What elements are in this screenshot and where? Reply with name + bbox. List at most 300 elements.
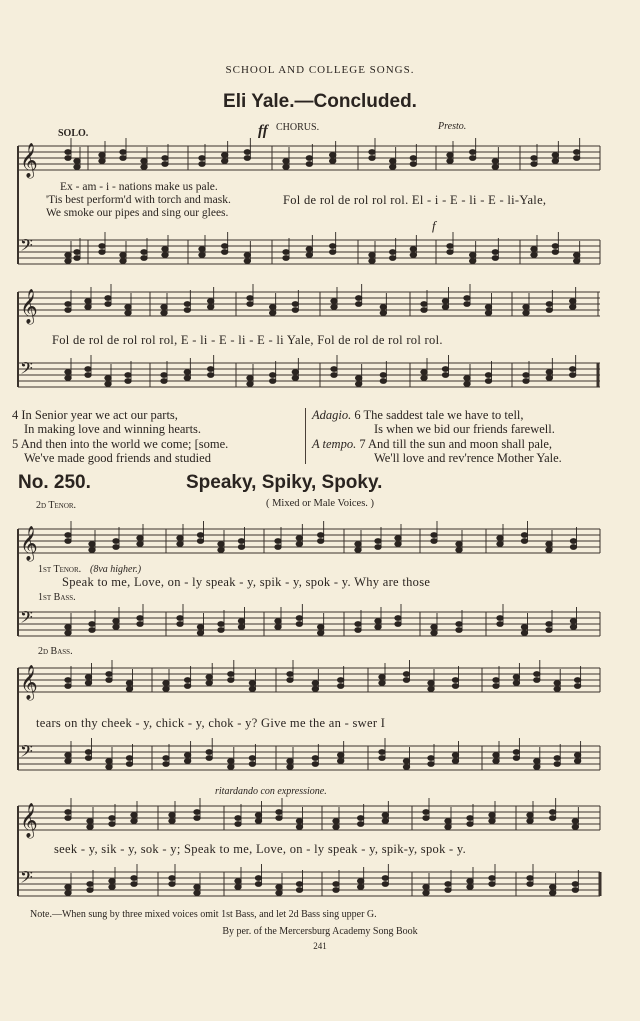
note-head <box>207 299 213 304</box>
note-head <box>464 296 470 301</box>
note-head <box>65 253 71 258</box>
note-head <box>106 672 112 677</box>
lyric-speaky-2: tears on thy cheek - y, chick - y, chok - y? Give me the an - swer I <box>36 716 386 730</box>
note-head <box>410 156 416 161</box>
note-head <box>569 299 575 304</box>
note-head <box>452 684 458 689</box>
note-head <box>469 253 475 258</box>
note-head <box>218 628 224 633</box>
note-head <box>521 631 527 636</box>
note-head <box>574 684 580 689</box>
ritardando-mark: ritardando con expressione. <box>215 786 327 797</box>
bass-clef-icon: 𝄢 <box>20 867 33 891</box>
note-head <box>131 813 137 818</box>
note-head <box>389 159 395 164</box>
note-head <box>331 299 337 304</box>
note-head <box>296 536 302 541</box>
song-subtitle: ( Mixed or Male Voices. ) <box>265 498 375 509</box>
note-head <box>137 622 143 627</box>
note-head <box>206 750 212 755</box>
note-head <box>169 819 175 824</box>
note-head <box>389 256 395 261</box>
note-head <box>421 302 427 307</box>
octave-note: (8va higher.) <box>90 564 142 575</box>
note-head <box>221 159 227 164</box>
note-head <box>382 819 388 824</box>
note-head <box>464 376 470 381</box>
verse-line: We'll love and rev'rence Mother Yale. <box>374 451 562 465</box>
note-head <box>442 299 448 304</box>
note-head <box>85 305 91 310</box>
note-head <box>573 253 579 258</box>
note-head <box>552 244 558 249</box>
note-head <box>105 302 111 307</box>
note-head <box>469 259 475 264</box>
note-head <box>292 376 298 381</box>
note-head <box>85 750 91 755</box>
bass-clef-icon: 𝄢 <box>20 358 33 382</box>
note-head <box>238 619 244 624</box>
note-head <box>467 822 473 827</box>
note-head <box>554 687 560 692</box>
note-head <box>573 156 579 161</box>
note-head <box>177 542 183 547</box>
note-head <box>469 156 475 161</box>
ff-dynamic: ff <box>258 123 268 139</box>
note-head <box>329 250 335 255</box>
note-head <box>431 539 437 544</box>
note-head <box>65 156 71 161</box>
note-head <box>493 759 499 764</box>
note-head <box>423 816 429 821</box>
part-label-2d-bass: 2d Bass. <box>38 646 73 657</box>
note-head <box>497 616 503 621</box>
note-head <box>382 882 388 887</box>
note-head <box>403 765 409 770</box>
note-head <box>99 153 105 158</box>
note-head <box>513 750 519 755</box>
note-head <box>120 150 126 155</box>
note-head <box>554 756 560 761</box>
note-head <box>306 156 312 161</box>
note-head <box>199 253 205 258</box>
note-head <box>549 816 555 821</box>
note-head <box>247 302 253 307</box>
note-head <box>255 876 261 881</box>
note-head <box>423 810 429 815</box>
note-head <box>570 619 576 624</box>
verse-number: 5 <box>12 437 19 451</box>
lyric-verse-line-3: We smoke our pipes and sing our glees. <box>46 207 229 219</box>
note-head <box>572 888 578 893</box>
note-head <box>120 156 126 161</box>
note-head <box>552 250 558 255</box>
lyric-verse-line-1: Ex - am - i - nations make us pale. <box>60 181 218 193</box>
note-head <box>105 382 111 387</box>
note-head <box>275 625 281 630</box>
note-head <box>169 876 175 881</box>
note-head <box>163 756 169 761</box>
note-head <box>312 762 318 767</box>
note-head <box>379 681 385 686</box>
note-head <box>574 753 580 758</box>
note-head <box>493 684 499 689</box>
note-head <box>497 536 503 541</box>
note-head <box>207 367 213 372</box>
note-head <box>431 631 437 636</box>
note-head <box>296 819 302 824</box>
note-head <box>485 311 491 316</box>
note-head <box>141 159 147 164</box>
note-head <box>269 373 275 378</box>
note-head <box>485 373 491 378</box>
note-head <box>276 891 282 896</box>
note-head <box>445 825 451 830</box>
note-head <box>380 305 386 310</box>
note-head <box>333 882 339 887</box>
note-head <box>534 672 540 677</box>
note-head <box>65 759 71 764</box>
lyric-speaky-1: Speak to me, Love, on - ly speak - y, spik - y, spok - y. Why are those <box>62 575 431 589</box>
note-head <box>163 681 169 686</box>
note-head <box>523 379 529 384</box>
note-head <box>162 162 168 167</box>
note-head <box>235 816 241 821</box>
note-head <box>106 765 112 770</box>
note-head <box>549 810 555 815</box>
note-head <box>421 376 427 381</box>
note-head <box>255 819 261 824</box>
note-head <box>177 622 183 627</box>
note-head <box>464 382 470 387</box>
note-head <box>85 367 91 372</box>
part-label-1st-tenor: 1st Tenor. <box>38 564 82 575</box>
note-head <box>546 370 552 375</box>
note-head <box>531 156 537 161</box>
note-head <box>141 250 147 255</box>
note-head <box>89 622 95 627</box>
note-head <box>546 622 552 627</box>
note-head <box>403 678 409 683</box>
note-head <box>445 819 451 824</box>
note-head <box>221 250 227 255</box>
note-head <box>306 162 312 167</box>
note-head <box>569 305 575 310</box>
footnote: Note.—When sung by three mixed voices omit 1st Bass, and let 2d Bass sing upper G. <box>30 909 377 920</box>
solo-mark: SOLO. <box>58 128 89 139</box>
note-head <box>184 308 190 313</box>
treble-clef-icon: 𝄞 <box>20 143 38 178</box>
note-head <box>184 753 190 758</box>
note-head <box>287 678 293 683</box>
part-label-2d-tenor: 2d Tenor. <box>36 500 77 511</box>
note-head <box>296 882 302 887</box>
note-head <box>269 311 275 316</box>
note-head <box>106 759 112 764</box>
note-head <box>445 882 451 887</box>
note-head <box>355 622 361 627</box>
note-head <box>489 813 495 818</box>
note-head <box>228 678 234 683</box>
lyric-speaky-3: seek - y, sik - y, sok - y; Speak to me, Love, on - ly speak - y, spik-y, spok - y. <box>54 842 467 856</box>
note-head <box>238 625 244 630</box>
note-head <box>428 687 434 692</box>
note-head <box>355 542 361 547</box>
note-head <box>395 616 401 621</box>
note-head <box>163 762 169 767</box>
note-head <box>312 756 318 761</box>
credit-line: By per. of the Mercersburg Academy Song Book <box>222 926 418 937</box>
note-head <box>283 250 289 255</box>
note-head <box>65 259 71 264</box>
note-head <box>317 631 323 636</box>
note-head <box>99 159 105 164</box>
note-head <box>269 305 275 310</box>
verse-number: 4 <box>12 408 19 422</box>
note-head <box>467 885 473 890</box>
verse-number: 7 <box>359 437 366 451</box>
note-head <box>464 302 470 307</box>
note-head <box>194 810 200 815</box>
bass-clef-icon: 𝄢 <box>20 607 33 631</box>
note-head <box>184 370 190 375</box>
note-head <box>194 816 200 821</box>
note-head <box>184 302 190 307</box>
note-head <box>99 244 105 249</box>
verse-line: And then into the world we come; [some. <box>20 437 229 451</box>
note-head <box>527 876 533 881</box>
chorus-mark: CHORUS. <box>276 122 320 133</box>
note-head <box>369 259 375 264</box>
note-head <box>421 370 427 375</box>
note-head <box>447 153 453 158</box>
note-head <box>131 819 137 824</box>
note-head <box>428 756 434 761</box>
note-head <box>375 545 381 550</box>
note-head <box>534 678 540 683</box>
note-head <box>184 376 190 381</box>
note-head <box>126 681 132 686</box>
note-head <box>317 625 323 630</box>
note-head <box>218 548 224 553</box>
note-head <box>375 539 381 544</box>
note-head <box>573 259 579 264</box>
note-head <box>410 162 416 167</box>
note-head <box>306 247 312 252</box>
note-head <box>161 305 167 310</box>
note-head <box>467 816 473 821</box>
note-head <box>569 367 575 372</box>
note-head <box>169 813 175 818</box>
note-head <box>244 259 250 264</box>
note-head <box>235 822 241 827</box>
note-head <box>469 150 475 155</box>
note-head <box>126 687 132 692</box>
note-head <box>184 678 190 683</box>
note-head <box>380 311 386 316</box>
note-head <box>120 259 126 264</box>
note-head <box>546 628 552 633</box>
note-head <box>355 302 361 307</box>
note-head <box>206 675 212 680</box>
note-head <box>275 539 281 544</box>
note-head <box>74 256 80 261</box>
note-head <box>513 681 519 686</box>
note-head <box>65 631 71 636</box>
page-number: 241 <box>313 941 327 951</box>
note-head <box>546 548 552 553</box>
note-head <box>65 684 71 689</box>
note-head <box>389 250 395 255</box>
f-dynamic: f <box>432 218 436 233</box>
note-head <box>379 756 385 761</box>
note-head <box>485 305 491 310</box>
note-head <box>572 882 578 887</box>
lyric-verse-line-2: 'Tis best perform'd with torch and mask. <box>46 194 231 206</box>
note-head <box>380 379 386 384</box>
note-head <box>423 885 429 890</box>
note-head <box>456 622 462 627</box>
song-number: No. 250. <box>18 472 91 493</box>
note-head <box>65 816 71 821</box>
note-head <box>228 765 234 770</box>
verse-line: And till the sun and moon shall pale, <box>368 437 553 451</box>
verse-line: We've made good friends and studied <box>24 451 211 465</box>
note-head <box>244 156 250 161</box>
bass-clef-icon: 𝄢 <box>20 235 33 259</box>
note-head <box>65 891 71 896</box>
note-head <box>249 756 255 761</box>
note-head <box>521 625 527 630</box>
note-head <box>161 311 167 316</box>
note-head <box>521 539 527 544</box>
note-head <box>445 888 451 893</box>
note-head <box>337 684 343 689</box>
note-head <box>235 879 241 884</box>
note-head <box>355 382 361 387</box>
note-head <box>109 816 115 821</box>
note-head <box>255 813 261 818</box>
note-head <box>65 625 71 630</box>
note-head <box>194 885 200 890</box>
note-head <box>249 762 255 767</box>
note-head <box>65 533 71 538</box>
note-head <box>126 762 132 767</box>
note-head <box>317 533 323 538</box>
note-head <box>355 296 361 301</box>
note-head <box>141 256 147 261</box>
note-head <box>113 625 119 630</box>
note-head <box>357 885 363 890</box>
note-head <box>395 536 401 541</box>
note-head <box>197 533 203 538</box>
note-head <box>442 305 448 310</box>
note-head <box>207 305 213 310</box>
note-head <box>87 825 93 830</box>
note-head <box>493 678 499 683</box>
note-head <box>379 750 385 755</box>
tempo-mark: Adagio. <box>312 408 352 422</box>
note-head <box>131 882 137 887</box>
note-head <box>421 308 427 313</box>
note-head <box>276 810 282 815</box>
note-head <box>199 162 205 167</box>
note-head <box>113 619 119 624</box>
note-head <box>87 882 93 887</box>
note-head <box>169 882 175 887</box>
note-head <box>221 244 227 249</box>
note-head <box>65 885 71 890</box>
note-head <box>527 882 533 887</box>
note-head <box>74 165 80 170</box>
note-head <box>442 373 448 378</box>
note-head <box>489 876 495 881</box>
note-head <box>329 244 335 249</box>
note-head <box>549 891 555 896</box>
note-head <box>283 159 289 164</box>
note-head <box>355 376 361 381</box>
note-head <box>65 678 71 683</box>
note-head <box>296 825 302 830</box>
note-head <box>109 885 115 890</box>
note-head <box>331 367 337 372</box>
note-head <box>162 253 168 258</box>
note-head <box>247 382 253 387</box>
note-head <box>292 308 298 313</box>
note-head <box>87 888 93 893</box>
note-head <box>109 822 115 827</box>
note-head <box>255 882 261 887</box>
note-head <box>163 687 169 692</box>
note-head <box>534 759 540 764</box>
note-head <box>249 687 255 692</box>
note-head <box>410 247 416 252</box>
note-head <box>296 542 302 547</box>
note-head <box>442 367 448 372</box>
note-head <box>546 308 552 313</box>
note-head <box>492 159 498 164</box>
note-head <box>456 542 462 547</box>
note-head <box>572 825 578 830</box>
note-head <box>523 305 529 310</box>
note-head <box>65 753 71 758</box>
note-head <box>574 678 580 683</box>
note-head <box>467 879 473 884</box>
note-head <box>534 765 540 770</box>
note-head <box>283 256 289 261</box>
note-head <box>523 373 529 378</box>
note-head <box>218 542 224 547</box>
note-head <box>357 822 363 827</box>
note-head <box>228 672 234 677</box>
note-head <box>87 819 93 824</box>
note-head <box>283 165 289 170</box>
note-head <box>410 253 416 258</box>
note-head <box>493 753 499 758</box>
note-head <box>65 302 71 307</box>
note-head <box>403 759 409 764</box>
note-head <box>403 672 409 677</box>
note-head <box>161 379 167 384</box>
note-head <box>485 379 491 384</box>
note-head <box>513 756 519 761</box>
note-head <box>329 153 335 158</box>
note-head <box>235 885 241 890</box>
lyric-chorus-line-2: Fol de rol de rol rol rol, E - li - E - li - E - li Yale, Fol de rol de rol rol rol. <box>52 333 443 347</box>
note-head <box>552 153 558 158</box>
note-head <box>287 765 293 770</box>
note-head <box>369 253 375 258</box>
